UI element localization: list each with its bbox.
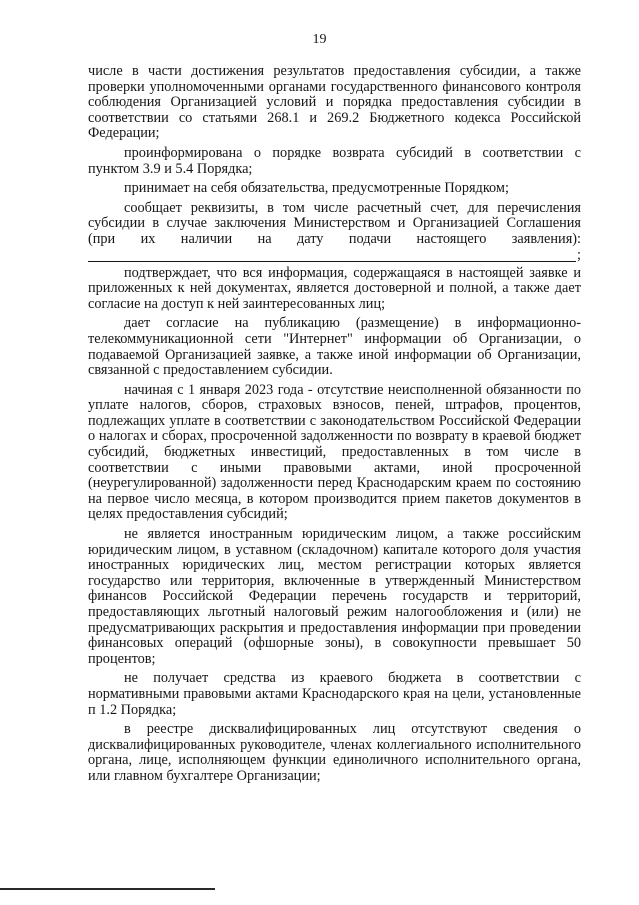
paragraph-publication-consent: дает согласие на публикацию (размещение) в информационно-телекоммуникационной сети "Интернет" информации об Организации, о подаваемой Организацией заявке, а также иной информации об Организации, связанной с предоставлением субсидии. <box>88 315 581 379</box>
fill-in-rule <box>88 249 576 262</box>
page-number: 19 <box>312 32 327 47</box>
paragraph-bank-details: сообщает реквизиты, в том числе расчетный счет, для перечисления субсидии в случае заключения Министерством и Организацией Соглашения (при их наличии на дату подачи настоящего заявления): <box>88 199 581 247</box>
paragraph-disqualification-registry: в реестре дисквалифицированных лиц отсутствуют сведения о дисквалифицированных руководителе, членах коллегиального исполнительного органа, лице, исполняющем функции единоличного исполнительного органа, или главном бухгалтере Организации; <box>88 721 581 784</box>
page-bottom-rule <box>0 888 215 890</box>
paragraph-no-tax-debt: начиная с 1 января 2023 года - отсутствие неисполненной обязанности по уплате налогов, сборов, страховых взносов, пеней, штрафов, процентов, подлежащих уплате в соответствии с законодательством Российской Федерации о налогах и сборах, просроченной задолженности по возврату в краевой бюджет субсидий, бюджетных инвестиций, предоставленных в том числе в соответствии с иными правовыми актами, иной просроченной (неурегулированной) задолженности перед Краснодарским краем по состоянию на первое число месяца, в котором производится прием пакетов документов в целях предоставления субсидий; <box>88 381 581 523</box>
paragraph-not-foreign-entity: не является иностранным юридическим лицом, а также российским юридическим лицом, в уставном (складочном) капитале которого доля участия иностранных юридических лиц, местом регистрации которых является государство или территория, включенные в утвержденный Министерством финансов Российской Федерации перечень государств и территорий, предоставляющих льготный налоговый режим налогообложения и (или) не предусматривающих раскрытия и предоставления информации при проведении финансовых операций (офшорные зоны), в совокупности превышает 50 процентов; <box>88 526 581 667</box>
paragraph-no-budget-funds: не получает средства из краевого бюджета в соответствии с нормативными правовыми актами Краснодарского края на цели, установленные п 1.2 Порядка; <box>88 670 581 718</box>
paragraph-refund-procedure: проинформирована о порядке возврата субсидий в соответствии с пунктом 3.9 и 5.4 Порядка; <box>88 144 581 177</box>
paragraph-subsidy-control: числе в части достижения результатов предоставления субсидии, а также проверки уполномоченными органами государственного финансового контроля соблюдения Организацией условий и порядка предоставления субсидии в соответствии со статьями 268.1 и 269.2 Бюджетного кодекса Российской Федерации; <box>88 63 581 142</box>
paragraph-information-accuracy: подтверждает, что вся информация, содержащаяся в настоящей заявке и приложенных к ней документах, является достоверной и полной, а также дает согласие на доступ к ней заинтересованных лиц; <box>88 264 581 312</box>
document-body <box>88 64 581 789</box>
blank-line-terminator: ; <box>577 246 581 263</box>
bank-details-blank-line <box>88 248 581 262</box>
paragraph-obligations: принимает на себя обязательства, предусмотренные Порядком; <box>124 180 509 197</box>
